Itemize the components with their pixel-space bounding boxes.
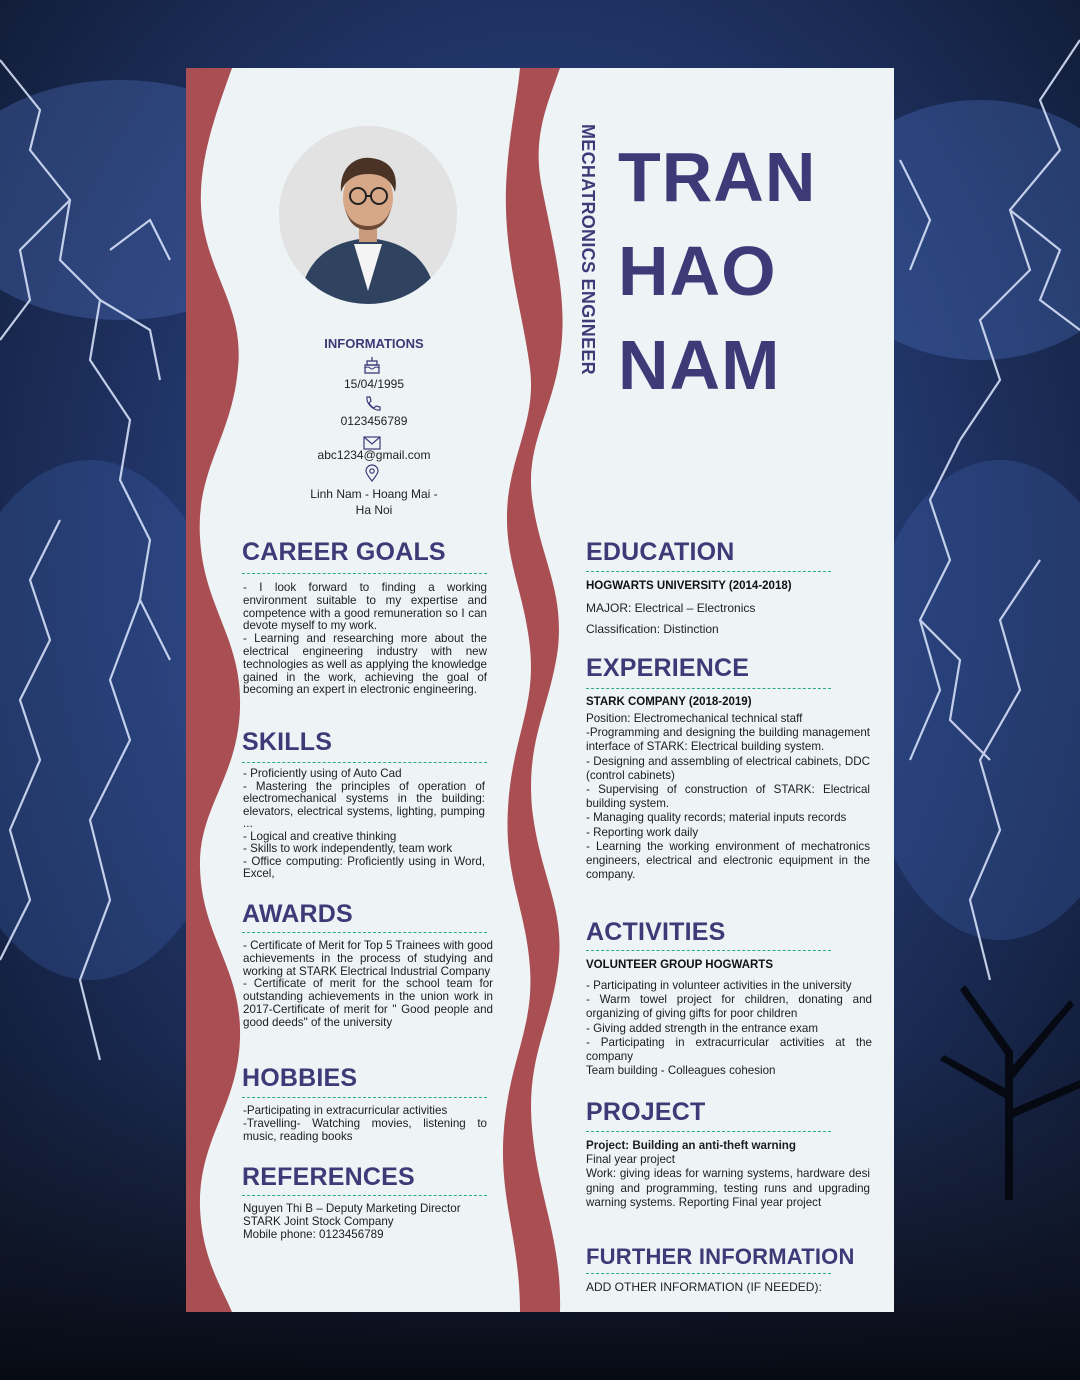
skills-rule bbox=[242, 762, 487, 763]
skill-item: - Mastering the principles of operation of electromechanical systems in the building: elevators, electrical systems, lighting, pumping ... bbox=[243, 779, 485, 830]
skills-heading: SKILLS bbox=[242, 728, 333, 756]
center-wave-band bbox=[503, 68, 563, 1312]
career-goal-item: - I look forward to finding a working environment suitable to my expertise and competence with a good remuneration so I can devote myself to my work. bbox=[243, 581, 487, 633]
experience-item: - Reporting work daily bbox=[586, 825, 699, 839]
award-item: - Certificate of merit for the school team for outstanding achievements in the union work in 2017-Certificate of merit for " Good people and good deeds" of the university bbox=[243, 977, 493, 1029]
skill-item: - Skills to work independently, team work bbox=[243, 842, 453, 855]
skill-item: - Logical and creative thinking bbox=[243, 829, 397, 843]
activities-group: VOLUNTEER GROUP HOGWARTS bbox=[586, 959, 773, 971]
reference-line: Nguyen Thi B – Deputy Marketing Director bbox=[243, 1202, 461, 1215]
career-goals-rule bbox=[242, 573, 487, 574]
activity-item: - Giving added strength in the entrance exam bbox=[586, 1021, 819, 1035]
skill-item: - Office computing: Proficiently using in Word, Excel, bbox=[243, 854, 485, 880]
name-last: NAM bbox=[618, 326, 781, 404]
phone-icon bbox=[362, 395, 382, 413]
reference-line: STARK Joint Stock Company bbox=[243, 1214, 394, 1228]
career-goal-item: - Learning and researching more about the electrical engineering industry with new technologies as well as applying the knowledge gained in the work, achieving the goal of becoming an expert in electronic engineering. bbox=[243, 632, 487, 697]
career-goals-body bbox=[243, 582, 487, 697]
activity-item: - Participating in extracurricular activities at the company bbox=[586, 1035, 872, 1064]
experience-item: - Managing quality records; material inputs records bbox=[586, 811, 847, 825]
awards-body bbox=[243, 940, 493, 1030]
project-body bbox=[586, 1139, 870, 1210]
left-wave-band bbox=[186, 68, 240, 1312]
birthday-text: 15/04/1995 bbox=[343, 377, 405, 391]
activity-item: Team building - Colleagues cohesion bbox=[586, 1064, 776, 1078]
experience-rule bbox=[586, 688, 831, 689]
education-major: MAJOR: Electrical – Electronics bbox=[586, 601, 756, 615]
job-title: MECHATRONICS ENGINEER bbox=[578, 124, 598, 375]
hobbies-rule bbox=[242, 1097, 487, 1098]
activities-heading: ACTIVITIES bbox=[586, 918, 726, 946]
project-heading: PROJECT bbox=[586, 1098, 706, 1126]
experience-company: STARK COMPANY (2018-2019) bbox=[586, 696, 752, 708]
hobbies-heading: HOBBIES bbox=[242, 1064, 358, 1092]
awards-heading: AWARDS bbox=[242, 900, 353, 928]
experience-body bbox=[586, 712, 870, 882]
avatar bbox=[279, 126, 457, 304]
location-pin-icon bbox=[362, 464, 382, 482]
experience-item: - Learning the working environment of mechatronics engineers, electrical and electronic equipment in the company. bbox=[586, 839, 870, 882]
references-body bbox=[243, 1203, 493, 1241]
award-item: - Certificate of Merit for Top 5 Trainees with good achievements in the process of studying and working at STARK Electrical Industrial Company bbox=[243, 939, 493, 978]
references-rule bbox=[242, 1195, 487, 1196]
birthday-cake-icon bbox=[362, 356, 382, 374]
experience-item: -Programming and designing the building management interface of STARK: Electrical building system. bbox=[586, 726, 870, 754]
name-middle: HAO bbox=[618, 232, 777, 310]
education-classification: Classification: Distinction bbox=[586, 622, 719, 636]
skill-item: - Proficiently using of Auto Cad bbox=[243, 767, 402, 780]
education-rule bbox=[586, 571, 831, 572]
project-item: Work: giving ideas for warning systems, hardware desi gning and programming, testing runs and upgrading warning systems. Reporting Final year project bbox=[586, 1167, 870, 1209]
address-line-1: Linh Nam - Hoang Mai - bbox=[310, 487, 438, 501]
further-info-heading: FURTHER INFORMATION bbox=[586, 1244, 855, 1269]
experience-item: Position: Electromechanical technical staff bbox=[586, 712, 803, 725]
references-heading: REFERENCES bbox=[242, 1163, 415, 1191]
skills-body bbox=[243, 768, 485, 881]
activities-body bbox=[586, 979, 872, 1078]
reference-line: Mobile phone: 0123456789 bbox=[243, 1227, 384, 1241]
project-rule bbox=[586, 1131, 831, 1132]
hobbies-body bbox=[243, 1105, 487, 1143]
experience-item: - Supervising of construction of STARK: Electrical building system. bbox=[586, 783, 870, 811]
activity-item: - Warm towel project for children, donating and organizing of giving gifts for poor children bbox=[586, 993, 872, 1021]
project-name: Project: Building an anti-theft warning bbox=[586, 1139, 796, 1152]
address-line-2: Ha Noi bbox=[355, 503, 393, 517]
further-info-rule bbox=[586, 1273, 831, 1274]
hobby-item: -Participating in extracurricular activities bbox=[243, 1104, 448, 1117]
further-info-text: ADD OTHER INFORMATION (IF NEEDED): bbox=[586, 1280, 822, 1294]
activities-rule bbox=[586, 950, 831, 951]
hobby-item: -Travelling- Watching movies, listening to music, reading books bbox=[243, 1116, 487, 1143]
info-title: INFORMATIONS bbox=[324, 336, 424, 351]
experience-item: - Designing and assembling of electrical cabinets, DDC (control cabinets) bbox=[586, 754, 870, 782]
profile-photo bbox=[279, 126, 457, 304]
job-title-vertical bbox=[576, 124, 606, 424]
education-heading: EDUCATION bbox=[586, 538, 735, 566]
awards-rule bbox=[242, 932, 487, 933]
name-first: TRAN bbox=[618, 138, 817, 216]
phone-text: 0123456789 bbox=[340, 414, 408, 428]
career-goals-heading: CAREER GOALS bbox=[242, 538, 446, 566]
resume-sheet bbox=[186, 68, 894, 1312]
activity-item: - Participating in volunteer activities in the university bbox=[586, 979, 852, 992]
project-item: Final year project bbox=[586, 1153, 675, 1167]
education-school: HOGWARTS UNIVERSITY (2014-2018) bbox=[586, 580, 792, 592]
email-text: abc1234@gmail.com bbox=[317, 448, 431, 462]
experience-heading: EXPERIENCE bbox=[586, 654, 750, 682]
